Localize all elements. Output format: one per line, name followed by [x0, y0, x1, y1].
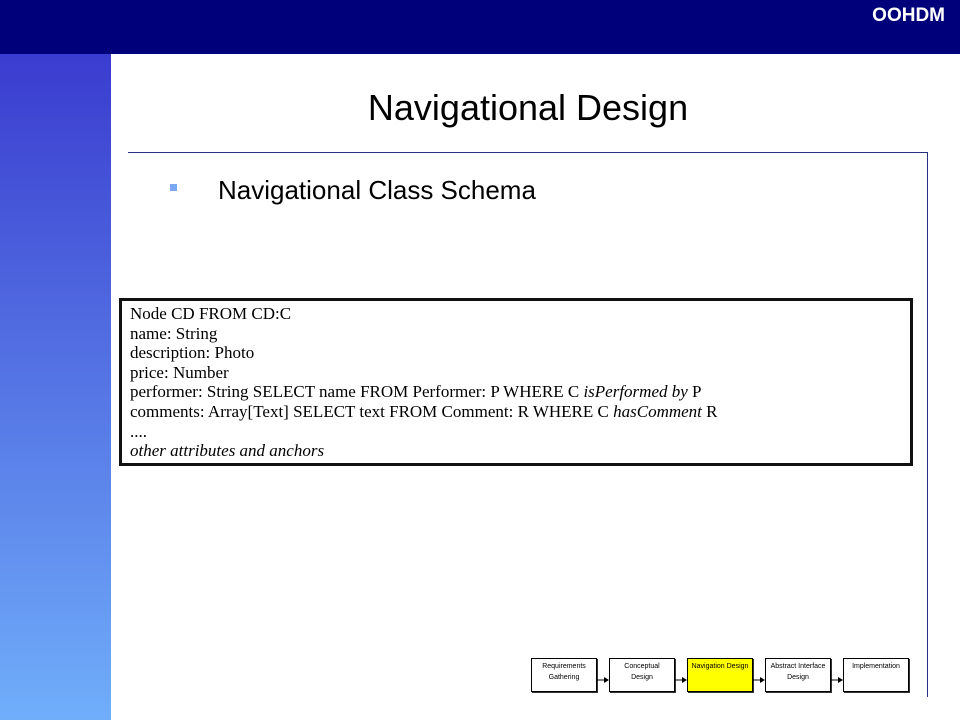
flow-arrow-icon	[831, 676, 843, 684]
schema-line-name	[130, 324, 910, 344]
schema-line-performer	[130, 382, 910, 402]
square-bullet-icon	[170, 184, 177, 191]
class-schema-box	[119, 298, 913, 466]
step-label: Navigation Design	[691, 663, 749, 670]
schema-line-other	[130, 441, 910, 461]
brand-label: OOHDM	[872, 5, 945, 26]
schema-line-comments	[130, 402, 910, 422]
schema-text: P	[687, 382, 702, 402]
schema-text: ....	[130, 421, 147, 441]
step-conceptual-design	[609, 658, 675, 692]
schema-relation-italic: hasComment	[613, 401, 702, 421]
step-label: Requirements	[542, 663, 586, 670]
flow-arrow-icon	[753, 676, 765, 684]
step-implementation	[843, 658, 909, 692]
content-frame-right-rule	[927, 152, 928, 697]
bullet-item: Navigational Class Schema	[218, 175, 536, 205]
step-navigation-design	[687, 658, 753, 692]
schema-text-italic: other attributes and anchors	[130, 441, 325, 461]
title-divider	[128, 152, 928, 153]
schema-text: R	[701, 401, 718, 421]
slide-title: Navigational Design	[367, 87, 689, 128]
schema-text: performer: String SELECT name FROM Performer: P WHERE C	[130, 382, 584, 402]
step-label: Conceptual	[624, 663, 660, 670]
schema-line-ellipsis	[130, 422, 910, 442]
step-label: Gathering	[548, 674, 580, 681]
schema-line-description	[130, 343, 910, 363]
schema-text: name: String	[130, 323, 218, 343]
schema-text: price: Number	[130, 362, 229, 382]
flow-arrow-icon	[675, 676, 687, 684]
header-bar	[0, 0, 960, 54]
schema-line-node	[130, 304, 910, 324]
step-label: Design	[631, 674, 653, 681]
sidebar-gradient-panel	[0, 54, 111, 720]
flow-arrow-icon	[597, 676, 609, 684]
schema-relation-italic: isPerformed by	[583, 382, 688, 402]
process-flow	[531, 658, 909, 694]
schema-text: Node CD FROM CD:C	[130, 304, 292, 323]
step-label: Abstract Interface	[770, 663, 826, 670]
step-requirements-gathering	[531, 658, 597, 692]
step-label: Design	[787, 674, 809, 681]
schema-text: comments: Array[Text] SELECT text FROM Comment: R WHERE C	[130, 401, 614, 421]
schema-line-price	[130, 363, 910, 383]
step-label: Implementation	[852, 663, 900, 670]
step-abstract-interface-design	[765, 658, 831, 692]
schema-text: description: Photo	[130, 343, 255, 363]
